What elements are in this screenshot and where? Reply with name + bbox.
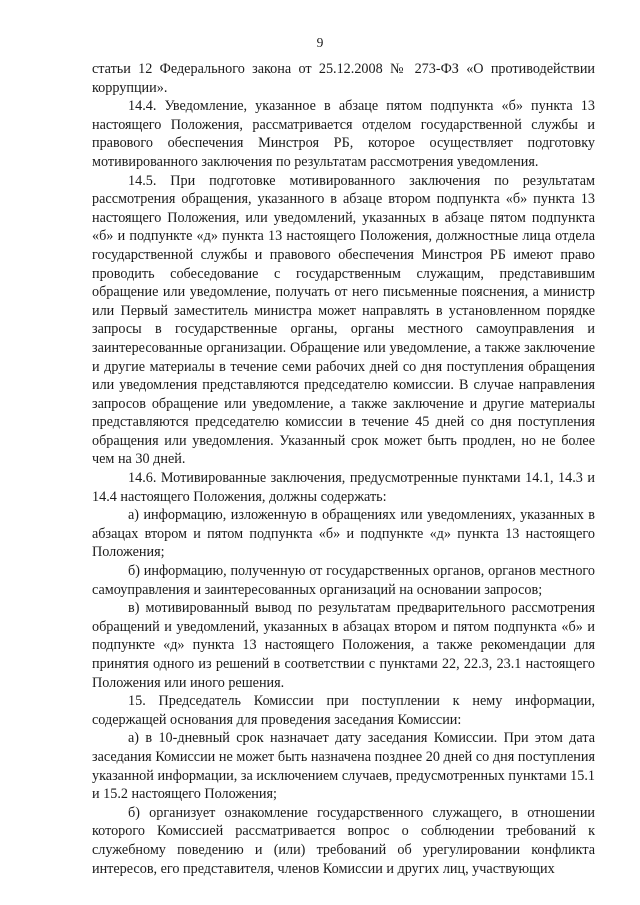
paragraph-article-12-reference: статьи 12 Федерального закона от 25.12.2008 № 273-ФЗ «О противодействии коррупции». xyxy=(92,61,595,96)
paragraph-15-b: б) организует ознакомление государственного служащего, в отношении которого Комиссией рассматривается вопрос о соблюдении требований к служебному поведению и (или) требований об урегулировании конфликта интересов, его представителя, членов Комиссии и других лиц, участвующих xyxy=(92,804,595,877)
page-number: 9 xyxy=(316,35,324,50)
paragraph-14-6-a: а) информацию, изложенную в обращениях или уведомлениях, указанных в абзацах втором и пятом подпункта «б» и подпункте «д» пункта 13 настоящего Положения; xyxy=(92,507,595,561)
paragraph-14-6-b: б) информацию, полученную от государственных органов, органов местного самоуправления и заинтересованных организаций на основании запросов; xyxy=(92,563,595,598)
paragraph-14-4: 14.4. Уведомление, указанное в абзаце пятом подпункта «б» пункта 13 настоящего Положения, рассматривается отделом государственной службы и правового обеспечения Минстроя РБ, которое осуществляет подготовку мотивированного заключения по результатам рассмотрения уведомления. xyxy=(92,98,595,170)
paragraph-15: 15. Председатель Комиссии при поступлении к нему информации, содержащей основания для проведения заседания Комиссии: xyxy=(92,693,595,728)
document-body xyxy=(92,60,595,878)
paragraph-14-6: 14.6. Мотивированные заключения, предусмотренные пунктами 14.1, 14.3 и 14.4 настоящего Положения, должны содержать: xyxy=(92,470,595,505)
paragraph-15-a: а) в 10-дневный срок назначает дату заседания Комиссии. При этом дата заседания Комиссии не может быть назначена позднее 20 дней со дня поступления указанной информации, за исключением случаев, предусмотренных пунктами 15.1 и 15.2 настоящего Положения; xyxy=(92,730,595,803)
paragraph-14-5: 14.5. При подготовке мотивированного заключения по результатам рассмотрения обращения, указанного в абзаце втором подпункта «б» пункта 13 настоящего Положения, или уведомлений, указанных в абзаце пятом подпункта «б» и подпункте «д» пункта 13 настоящего Положения, должностные лица отдела государственной службы и правового обеспечения Минстроя РБ имеют право проводить собеседование с государственным служащим, представившим обращение или уведомление, получать от него письменные пояснения, а министр или Первый заместитель министра может направлять в установленном порядке запросы в государственные органы, органы местного самоуправления и заинтересованные организации. Обращение или уведомление, а также заключение и другие материалы в течение семи рабочих дней со дня поступления обращения или уведомления представляются председателю комиссии. В случае направления запросов обращение или уведомление, а также заключение и другие материалы представляются председателю комиссии в течение 45 дней со дня поступления обращения или уведомления. Указанный срок может быть продлен, но не более чем на 30 дней. xyxy=(92,172,595,468)
paragraph-14-6-v: в) мотивированный вывод по результатам предварительного рассмотрения обращений и уведомлений, указанных в абзацах втором и пятом подпункта «б» и подпункте «д» пункта 13 настоящего Положения, а также рекомендации для принятия одного из решений в соответствии с пунктами 22, 22.3, 23.1 настоящего Положения или иного решения. xyxy=(92,600,595,691)
